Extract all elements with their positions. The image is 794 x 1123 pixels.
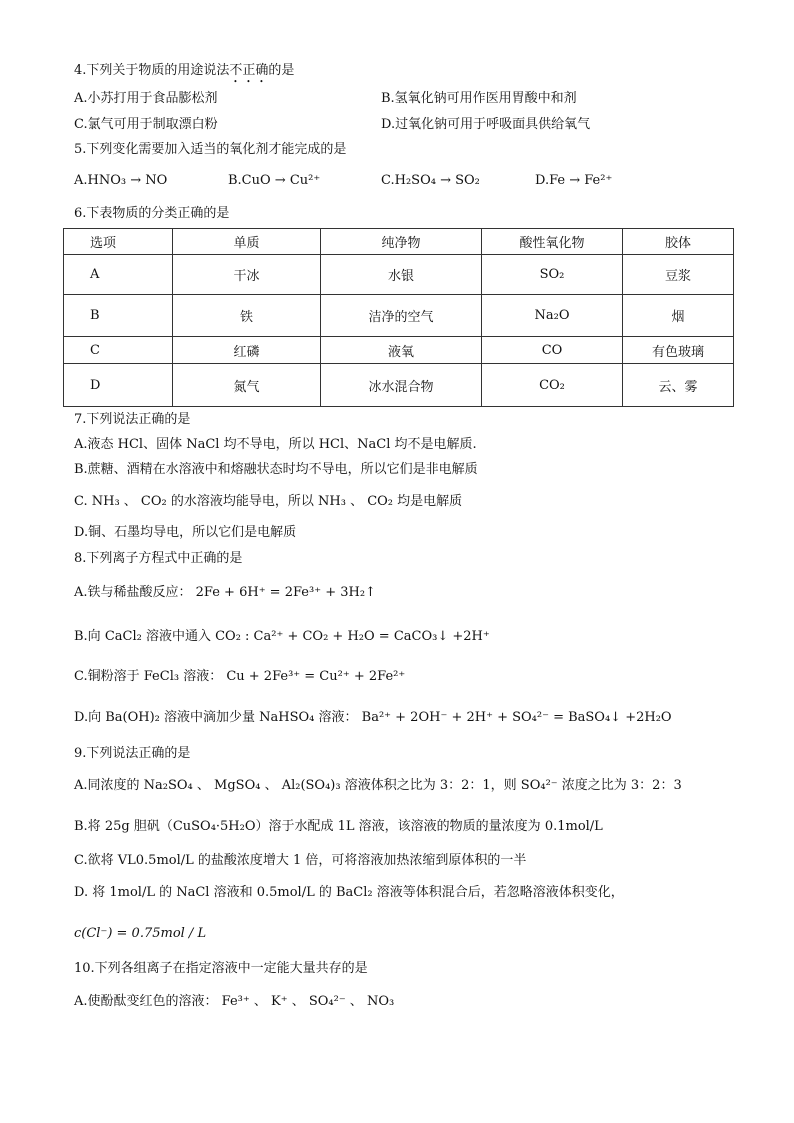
table-cell: 有色玻璃 (623, 337, 734, 364)
table-cell: C (64, 337, 173, 364)
table-row (64, 295, 734, 337)
table-cell: 液氧 (321, 337, 482, 364)
classification-table (63, 228, 734, 407)
table-cell: 水银 (321, 255, 482, 295)
q7-option-d: D.铜、石墨均导电，所以它们是电解质 (74, 525, 297, 540)
table-header-cell: 胶体 (623, 229, 734, 255)
table-cell: Na₂O (482, 295, 623, 337)
q8-option-c: C.铜粉溶于 FeCl₃ 溶液： Cu + 2Fe³⁺ = Cu²⁺ + 2Fe²⁺ (74, 669, 406, 684)
q9-option-d-line2: c(Cl⁻) = 0.75mol / L (74, 926, 207, 941)
table-cell: D (64, 364, 173, 407)
q8-option-d: D.向 Ba(OH)₂ 溶液中滴加少量 NaHSO₄ 溶液： Ba²⁺ + 2OH⁻ + 2H⁺ + SO₄²⁻ = BaSO₄↓ +2H₂O (74, 710, 672, 725)
table-header-cell: 单质 (173, 229, 321, 255)
table-row (64, 337, 734, 364)
q4-option-b: B.氢氧化钠可用作医用胃酸中和剂 (381, 91, 577, 106)
table-cell: 云、雾 (623, 364, 734, 407)
q8-option-b: B.向 CaCl₂ 溶液中通入 CO₂ : Ca²⁺ + CO₂ + H₂O = CaCO₃↓ +2H⁺ (74, 629, 490, 644)
table-cell: 红磷 (173, 337, 321, 364)
table-header-row (64, 229, 734, 255)
q6-stem: 6.下表物质的分类正确的是 (74, 206, 230, 221)
table-header-cell: 纯净物 (321, 229, 482, 255)
table-header-cell: 酸性氧化物 (482, 229, 623, 255)
q5-option-c: C.H₂SO₄ → SO₂ (381, 173, 480, 188)
table-row (64, 255, 734, 295)
q5-option-d: D.Fe → Fe²⁺ (535, 173, 613, 188)
q9-stem: 9.下列说法正确的是 (74, 746, 191, 761)
q5-stem: 5.下列变化需要加入适当的氧化剂才能完成的是 (74, 142, 347, 157)
q8-stem: 8.下列离子方程式中正确的是 (74, 551, 243, 566)
q4-option-c: C.氯气可用于制取漂白粉 (74, 117, 218, 132)
q10-option-a: A.使酚酞变红色的溶液： Fe³⁺ 、 K⁺ 、 SO₄²⁻ 、 NO₃ (74, 994, 395, 1009)
table-cell: 洁净的空气 (321, 295, 482, 337)
q7-option-b: B.蔗糖、酒精在水溶液中和熔融状态时均不导电，所以它们是非电解质 (74, 462, 478, 477)
table-cell: CO (482, 337, 623, 364)
q9-option-d-line1: D. 将 1mol/L 的 NaCl 溶液和 0.5mol/L 的 BaCl₂ 溶液等体积混合后，若忽略溶液体积变化， (74, 885, 624, 900)
table-cell: B (64, 295, 173, 337)
table-cell: 干冰 (173, 255, 321, 295)
table-cell: A (64, 255, 173, 295)
table-header-cell: 选项 (64, 229, 173, 255)
table-cell: SO₂ (482, 255, 623, 295)
q4-option-a: A.小苏打用于食品膨松剂 (74, 91, 218, 106)
q4-stem-post: 的是 (268, 63, 295, 78)
table-cell: 铁 (173, 295, 321, 337)
q7-option-a: A.液态 HCl、固体 NaCl 均不导电，所以 HCl、NaCl 均不是电解质. (74, 437, 477, 452)
q10-stem: 10.下列各组离子在指定溶液中一定能大量共存的是 (74, 961, 368, 976)
q7-option-c: C. NH₃ 、 CO₂ 的水溶液均能导电，所以 NH₃ 、 CO₂ 均是电解质 (74, 494, 463, 509)
table-cell: 冰水混合物 (321, 364, 482, 407)
table-cell: CO₂ (482, 364, 623, 407)
q4-stem (74, 62, 294, 86)
q5-option-b: B.CuO → Cu²⁺ (228, 173, 321, 188)
q7-stem: 7.下列说法正确的是 (74, 412, 191, 427)
q9-option-c: C.欲将 VL0.5mol/L 的盐酸浓度增大 1 倍，可将溶液加热浓缩到原体积的一半 (74, 853, 527, 868)
q4-stem-pre: 4.下列关于物质的用途说法 (74, 63, 230, 78)
q8-option-a: A.铁与稀盐酸反应： 2Fe + 6H⁺ = 2Fe³⁺ + 3H₂↑ (74, 585, 376, 600)
q9-option-a: A.同浓度的 Na₂SO₄ 、 MgSO₄ 、 Al₂(SO₄)₃ 溶液体积之比为 3：2：1，则 SO₄²⁻ 浓度之比为 3：2：3 (74, 778, 682, 793)
table-row (64, 364, 734, 407)
table-cell: 烟 (623, 295, 734, 337)
table-cell: 氮气 (173, 364, 321, 407)
q4-option-d: D.过氧化钠可用于呼吸面具供给氧气 (381, 117, 591, 132)
q9-option-b: B.将 25g 胆矾（CuSO₄·5H₂O）溶于水配成 1L 溶液，该溶液的物质的量浓度为 0.1mol/L (74, 819, 603, 834)
table-cell: 豆浆 (623, 255, 734, 295)
q5-option-a: A.HNO₃ → NO (74, 173, 168, 188)
q4-stem-emphasis: 不正确 (229, 63, 269, 78)
